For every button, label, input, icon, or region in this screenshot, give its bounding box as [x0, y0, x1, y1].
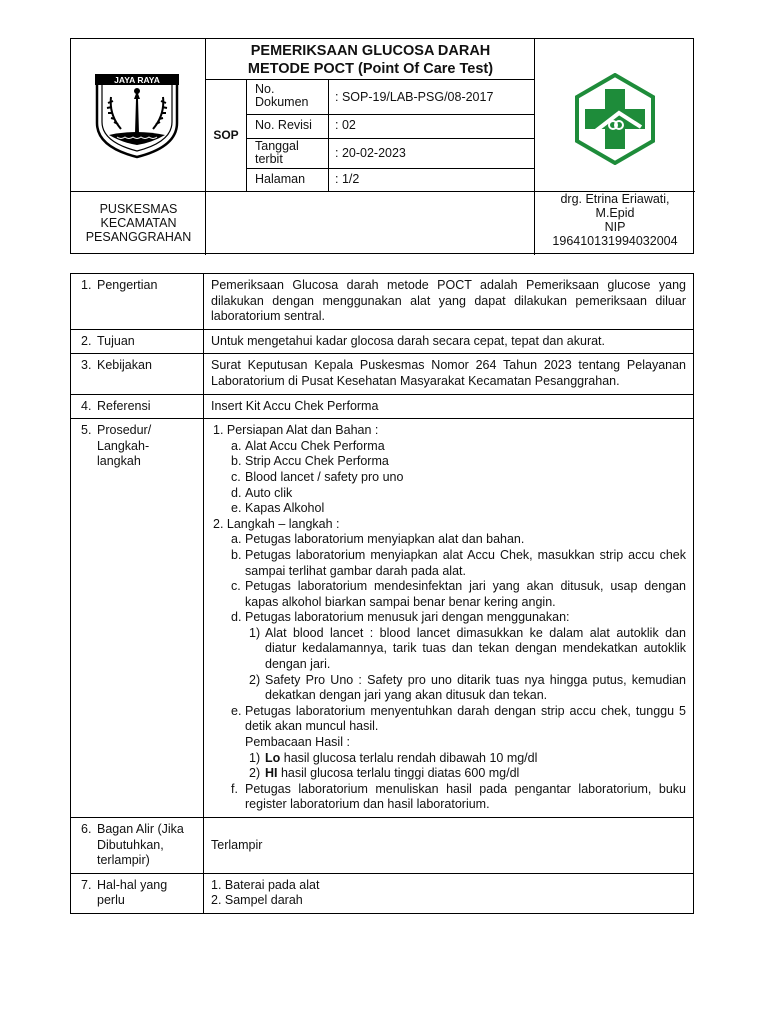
section-bagan-alir	[71, 818, 693, 874]
section-body: Surat Keputusan Kepala Puskesmas Nomor 264 Tahun 2023 tentang Pelayanan Laboratorium di Pusat Kesehatan Masyarakat Kecamatan Pesanggrahan.	[211, 358, 686, 388]
document-title	[206, 39, 535, 78]
result-reading-label: Pembacaan Hasil :	[245, 735, 350, 750]
sub-step-item: 1) Lo hasil glucosa terlalu rendah dibawah 10 mg/dl	[249, 750, 538, 765]
list-item: d. Auto clik	[231, 485, 293, 500]
section-body: Untuk mengetahui kadar glocosa darah secara cepat, tepat dan akurat.	[211, 333, 606, 348]
section-label: 4. Referensi	[71, 395, 204, 419]
sop-label: SOP	[213, 128, 239, 142]
organization-name	[71, 191, 206, 255]
section-pengertian	[71, 274, 693, 330]
puskesmas-logo	[569, 73, 661, 165]
section-body: Insert Kit Accu Chek Performa	[211, 398, 379, 413]
section-label: 5. Prosedur/ Langkah- langkah	[71, 419, 204, 817]
org-line: PUSKESMAS	[99, 202, 178, 216]
section-label: 6. Bagan Alir (Jika Dibutuhkan, terlampir)	[71, 818, 204, 873]
section-tujuan	[71, 330, 693, 355]
section-label: 3. Kebijakan	[71, 354, 204, 393]
meta-key: Tanggal terbit	[255, 139, 299, 166]
section-label: 2. Tujuan	[71, 330, 204, 354]
org-line: PESANGGRAHAN	[85, 230, 192, 244]
signatory-nip-label: NIP	[604, 220, 626, 234]
meta-key: No. Dokumen	[255, 82, 309, 109]
step-item: c. Petugas laboratorium mendesinfektan jari yang akan ditusuk, usap dengan kapas alkohol biarkan sampai benar benar kering angin.	[231, 579, 686, 609]
section-hal-hal-perlu	[71, 874, 693, 913]
meta-row-document-number	[247, 81, 535, 115]
section-body: Terlampir	[211, 837, 263, 852]
svg-text:JAYA RAYA: JAYA RAYA	[114, 75, 160, 85]
meta-value: : 02	[335, 118, 356, 132]
list-item: 2. Sampel darah	[211, 893, 303, 908]
step-item: e. Petugas laboratorium menyentuhkan darah dengan strip accu chek, tunggu 5 detik akan muncul hasil.	[231, 703, 686, 734]
org-line: KECAMATAN	[100, 216, 177, 230]
sop-header	[70, 38, 694, 254]
meta-key: Halaman	[255, 172, 306, 186]
section-label: 1. Pengertian	[71, 274, 204, 329]
section-referensi	[71, 395, 693, 420]
section-label: 7. Hal-hal yang perlu	[71, 874, 204, 913]
title-line-1: PEMERIKSAAN GLUCOSA DARAH	[250, 43, 491, 59]
step-item: d. Petugas laboratorium menusuk jari dengan menggunakan:	[231, 610, 570, 625]
sub-step-item: 2) HI hasil glucosa terlalu tinggi diatas 600 mg/dl	[249, 766, 520, 781]
meta-key: No. Revisi	[255, 118, 312, 132]
section-body: Pemeriksaan Glucosa darah metode POCT adalah Pemeriksaan glucose yang dilakukan dengan menggunakan alat yang dapat dilakukan pemeriksaan diluar laboratorium sentral.	[211, 278, 686, 324]
procedure-heading-steps: 2. Langkah – langkah :	[213, 516, 340, 531]
section-body	[204, 419, 693, 817]
procedure-heading-preparation: 1. Persiapan Alat dan Bahan :	[213, 423, 379, 438]
section-kebijakan	[71, 354, 693, 394]
list-item: e. Kapas Alkohol	[231, 501, 325, 516]
meta-value: : SOP-19/LAB-PSG/08-2017	[335, 90, 494, 104]
title-line-2: METODE POCT (Point Of Care Test)	[247, 61, 494, 77]
meta-value: : 20-02-2023	[335, 146, 406, 160]
jaya-raya-logo	[91, 71, 183, 159]
section-prosedur	[71, 419, 693, 818]
sub-step-item: 2) Safety Pro Uno : Safety pro uno ditarik tuas nya hingga putus, kemudian dekatkan dengan jari yang akan ditusuk dan tekan.	[249, 672, 686, 703]
step-item: b. Petugas laboratorium menyiapkan alat Accu Chek, masukkan strip accu chek sampai terlihat gambar darah pada alat.	[231, 547, 686, 578]
list-item: a. Alat Accu Chek Performa	[231, 438, 385, 453]
signatory-nip: 196410131994032004	[552, 234, 678, 248]
section-body	[204, 874, 693, 913]
signatory	[535, 191, 695, 248]
signatory-name: drg. Etrina Eriawati,	[560, 192, 670, 206]
meta-value: : 1/2	[335, 172, 360, 186]
step-item: a. Petugas laboratorium menyiapkan alat dan bahan.	[231, 532, 525, 547]
signatory-title: M.Epid	[595, 206, 635, 220]
step-item: f. Petugas laboratorium menuliskan hasil pada pengantar laboratorium, buku register laboratorium dan hasil laboratorium.	[231, 781, 686, 812]
list-item: 1. Baterai pada alat	[211, 877, 320, 892]
list-item: c. Blood lancet / safety pro uno	[231, 469, 404, 484]
sub-step-item: 1) Alat blood lancet : blood lancet dimasukkan ke dalam alat autoklik dan diatur kedalamannya, tarik tuas dan tekan dengan mendekatkan autoklik dengan jari.	[249, 625, 686, 672]
list-item: b. Strip Accu Chek Performa	[231, 454, 389, 469]
sop-content-table	[70, 273, 694, 914]
